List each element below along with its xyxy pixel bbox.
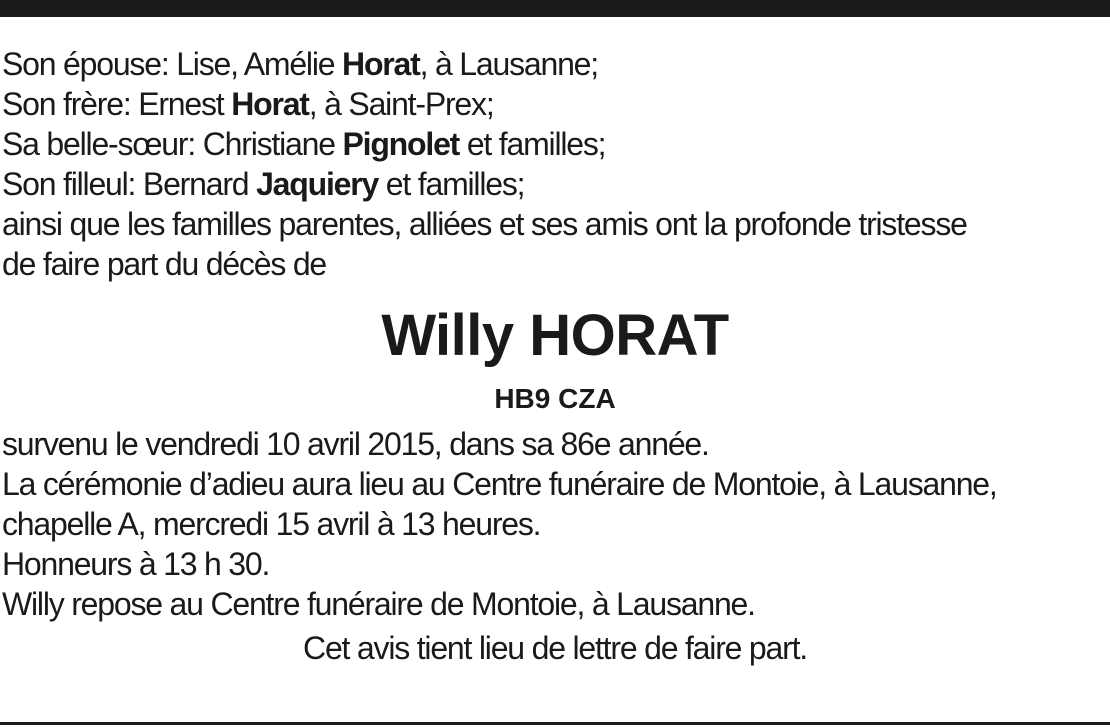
family-line-brother — [2, 84, 1108, 124]
detail-line: Willy repose au Centre funéraire de Montoie, à Lausanne. — [2, 586, 755, 622]
family-relation: Son filleul: Bernard — [2, 166, 257, 202]
family-surname: Horat — [342, 46, 420, 82]
detail-line: survenu le vendredi 10 avril 2015, dans sa 86e année. — [2, 426, 709, 462]
detail-line: La cérémonie d’adieu aura lieu au Centre funéraire de Montoie, à Lausanne, — [2, 466, 997, 502]
family-location: , à Lausanne; — [419, 46, 598, 82]
family-line-spouse — [2, 44, 1108, 84]
family-relation: Son frère: Ernest — [2, 86, 232, 122]
family-relation: Sa belle-sœur: Christiane — [2, 126, 343, 162]
top-border-rule — [0, 0, 1110, 17]
family-location: et familles; — [459, 126, 606, 162]
deceased-name: Willy HORAT — [381, 303, 729, 368]
intro-line: ainsi que les familles parentes, alliées et ses amis ont la profonde tristesse — [2, 206, 967, 242]
closing-note: Cet avis tient lieu de lettre de faire part. — [303, 630, 807, 666]
detail-line: chapelle A, mercredi 15 avril à 13 heures. — [2, 506, 541, 542]
family-location: et familles; — [378, 166, 525, 202]
deceased-callsign: HB9 CZA — [494, 383, 616, 414]
family-line-sister-in-law — [2, 124, 1108, 164]
family-line-godson — [2, 164, 1108, 204]
family-surname: Horat — [231, 86, 309, 122]
family-location: , à Saint-Prex; — [308, 86, 494, 122]
obituary-notice — [2, 44, 1108, 668]
family-surname: Pignolet — [342, 126, 460, 162]
family-surname: Jaquiery — [256, 166, 379, 202]
bottom-border-rule — [0, 722, 1110, 725]
detail-line: Honneurs à 13 h 30. — [2, 546, 270, 582]
intro-line: de faire part du décès de — [2, 246, 327, 282]
family-relation: Son épouse: Lise, Amélie — [2, 46, 343, 82]
